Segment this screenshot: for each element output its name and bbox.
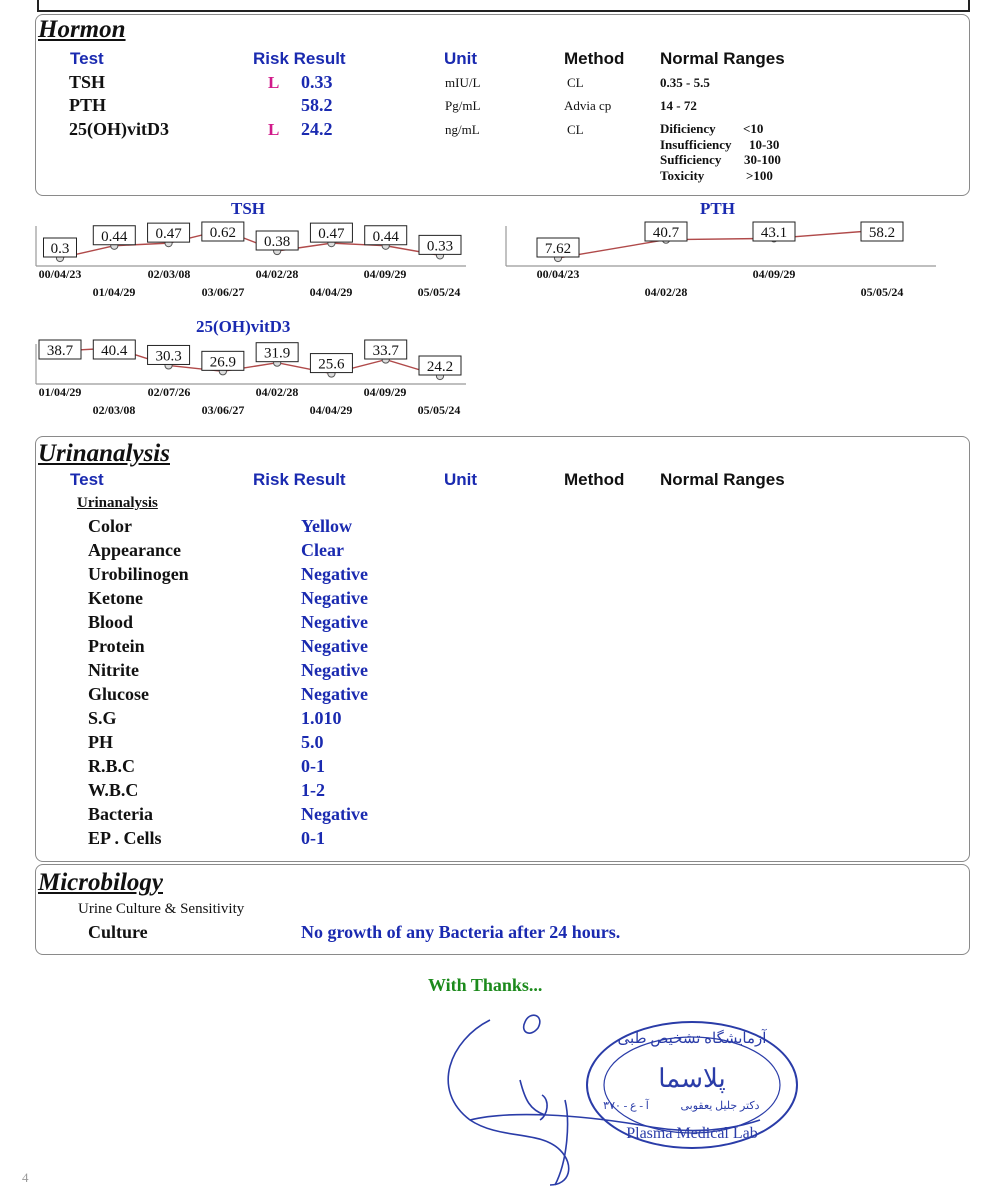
- stamp-name: پلاسما: [658, 1064, 726, 1093]
- test-name: Glucose: [88, 684, 149, 704]
- test-name: TSH: [69, 72, 106, 92]
- result-value: 0-1: [301, 828, 325, 848]
- result-value: 1.010: [301, 708, 342, 728]
- lab-stamp-signature: [430, 1000, 800, 1190]
- range-value: 30-100: [744, 152, 781, 167]
- x-tick-label: 04/02/28: [644, 285, 688, 299]
- normal-range: 14 - 72: [660, 98, 697, 113]
- data-label: 40.4: [101, 343, 128, 359]
- test-name: Blood: [88, 612, 134, 632]
- urinanalysis-subtitle: Urinanalysis: [77, 495, 158, 511]
- data-label: 26.9: [209, 354, 236, 371]
- header-method: Method: [564, 49, 625, 68]
- result-value: Clear: [301, 540, 344, 560]
- chart-title-tsh: TSH: [231, 199, 266, 218]
- data-label: 0.3: [50, 241, 70, 257]
- data-label: 24.2: [426, 359, 454, 375]
- data-label: 0.62: [209, 225, 236, 241]
- range-value: >100: [746, 167, 773, 183]
- risk-flag: L: [268, 73, 280, 92]
- range-value: 10-30: [749, 136, 780, 152]
- signature-stroke: [555, 1100, 568, 1185]
- data-label: 31.9: [264, 345, 291, 362]
- header-risk-result: Risk Result: [253, 470, 346, 489]
- header-test: Test: [70, 470, 104, 489]
- chart-title-vitd: 25(OH)vitD3: [196, 317, 291, 336]
- header-unit: Unit: [444, 49, 478, 68]
- data-label: 33.7: [372, 343, 399, 359]
- x-tick-label: 02/03/08: [147, 267, 191, 281]
- result-value: 5.0: [301, 732, 324, 752]
- test-name: EP . Cells: [88, 828, 162, 848]
- test-name: Appearance: [88, 540, 181, 560]
- range-label: Dificiency: [660, 121, 716, 136]
- data-label: 7.62: [544, 241, 572, 257]
- header-method: Method: [564, 470, 625, 489]
- result-value: 24.2: [301, 119, 333, 139]
- risk-flag: L: [268, 120, 280, 139]
- thanks-text: With Thanks...: [428, 975, 543, 995]
- x-tick-label: 04/02/28: [255, 267, 299, 281]
- stamp-code: ۳۷۰ - آ - ع: [603, 1100, 649, 1112]
- result-value: Negative: [301, 564, 368, 584]
- x-tick-label: 00/04/23: [38, 267, 82, 281]
- data-label: 58.2: [868, 225, 896, 241]
- x-tick-label: 01/04/29: [92, 285, 136, 299]
- vitd-chart: [30, 336, 475, 421]
- x-tick-label: 03/06/27: [201, 285, 245, 299]
- method-value: CL: [567, 122, 584, 137]
- series-line: [558, 230, 882, 258]
- x-tick-label: 04/09/29: [752, 267, 796, 281]
- header-test: Test: [70, 49, 104, 68]
- test-name: Nitrite: [88, 660, 139, 680]
- result-value: 58.2: [301, 95, 333, 115]
- method-value: Advia cp: [564, 98, 612, 113]
- result-value: 0.33: [301, 72, 333, 92]
- result-value: Negative: [301, 612, 368, 632]
- test-name: PTH: [69, 95, 107, 115]
- x-tick-label: 03/06/27: [201, 403, 245, 417]
- data-label: 0.38: [264, 234, 291, 250]
- stamp-top-text: آزمایشگاه تشخیص طبی: [617, 1031, 767, 1047]
- test-name: 25(OH)vitD3: [69, 119, 169, 139]
- test-name: Bacteria: [88, 804, 153, 824]
- data-label: 30.3: [155, 348, 182, 365]
- unit-value: ng/mL: [445, 122, 480, 137]
- header-normal-ranges: Normal Ranges: [660, 49, 785, 68]
- x-tick-label: 01/04/29: [38, 385, 82, 399]
- test-name: S.G: [88, 708, 117, 728]
- vitd-normal-ranges: [660, 121, 781, 183]
- test-name: Urobilinogen: [88, 564, 189, 584]
- test-name: Color: [88, 516, 132, 536]
- signature-stroke: [540, 1095, 547, 1120]
- test-name: Ketone: [88, 588, 143, 608]
- x-tick-label: 04/09/29: [363, 385, 407, 399]
- x-tick-label: 05/05/24: [417, 285, 461, 299]
- culture-result: No growth of any Bacteria after 24 hours.: [301, 922, 621, 942]
- data-label: 0.47: [318, 226, 345, 243]
- x-tick-label: 00/04/23: [536, 267, 580, 281]
- result-value: Negative: [301, 660, 368, 680]
- tsh-chart: [30, 218, 475, 303]
- stamp-doctor: دکتر جلیل یعقوبی: [680, 1100, 760, 1112]
- method-value: CL: [567, 75, 584, 90]
- signature-stroke: [520, 1080, 545, 1115]
- range-row: [660, 152, 781, 168]
- result-value: Negative: [301, 588, 368, 608]
- test-name: R.B.C: [88, 756, 136, 776]
- signature-stroke: [448, 1020, 569, 1185]
- culture-test-name: Culture: [88, 922, 148, 942]
- x-tick-label: 02/07/26: [147, 385, 191, 399]
- x-tick-label: 02/03/08: [92, 403, 136, 417]
- test-name: PH: [88, 732, 113, 752]
- urinanalysis-title: Urinanalysis: [38, 440, 170, 467]
- normal-range: 0.35 - 5.5: [660, 75, 710, 90]
- result-value: Negative: [301, 804, 368, 824]
- previous-section-border: [37, 0, 970, 12]
- data-label: 38.7: [46, 343, 74, 359]
- header-risk-result: Risk Result: [253, 49, 346, 68]
- range-value: <10: [743, 121, 764, 136]
- range-label: Toxicity: [660, 167, 705, 183]
- data-label: 0.47: [155, 226, 182, 243]
- data-label: 40.7: [652, 225, 680, 241]
- result-value: Yellow: [301, 516, 352, 536]
- chart-title-pth: PTH: [700, 199, 735, 218]
- x-tick-label: 04/09/29: [363, 267, 407, 281]
- x-tick-label: 04/04/29: [309, 403, 353, 417]
- range-label: Insufficiency: [660, 136, 732, 152]
- unit-value: Pg/mL: [445, 98, 481, 113]
- page-number: 4: [22, 1170, 29, 1185]
- data-label: 0.44: [372, 228, 399, 245]
- microbiology-title: Microbilogy: [38, 869, 163, 896]
- x-tick-label: 05/05/24: [860, 285, 904, 299]
- pth-chart: [500, 218, 945, 303]
- result-value: Negative: [301, 684, 368, 704]
- range-row: [660, 168, 781, 184]
- header-normal-ranges: Normal Ranges: [660, 470, 785, 489]
- data-label: 25.6: [318, 356, 345, 373]
- x-tick-label: 04/04/29: [309, 285, 353, 299]
- range-row: [660, 121, 781, 137]
- data-label: 43.1: [760, 225, 788, 241]
- header-unit: Unit: [444, 470, 478, 489]
- result-value: 1-2: [301, 780, 325, 800]
- x-tick-label: 04/02/28: [255, 385, 299, 399]
- hormon-title: Hormon: [38, 16, 126, 43]
- test-name: W.B.C: [88, 780, 139, 800]
- microbiology-subtitle: Urine Culture & Sensitivity: [78, 901, 245, 917]
- range-row: [660, 137, 781, 153]
- signature-stroke: [524, 1015, 540, 1033]
- unit-value: mIU/L: [445, 75, 481, 90]
- result-value: 0-1: [301, 756, 325, 776]
- stamp-en-text: Plasma Medical Lab: [626, 1125, 758, 1142]
- data-label: 0.44: [101, 228, 128, 245]
- hormon-panel: [35, 14, 970, 196]
- x-tick-label: 05/05/24: [417, 403, 461, 417]
- data-label: 0.33: [426, 238, 454, 255]
- urinanalysis-panel: [35, 436, 970, 862]
- test-name: Protein: [88, 636, 145, 656]
- result-value: Negative: [301, 636, 368, 656]
- range-label: Sufficiency: [660, 152, 722, 167]
